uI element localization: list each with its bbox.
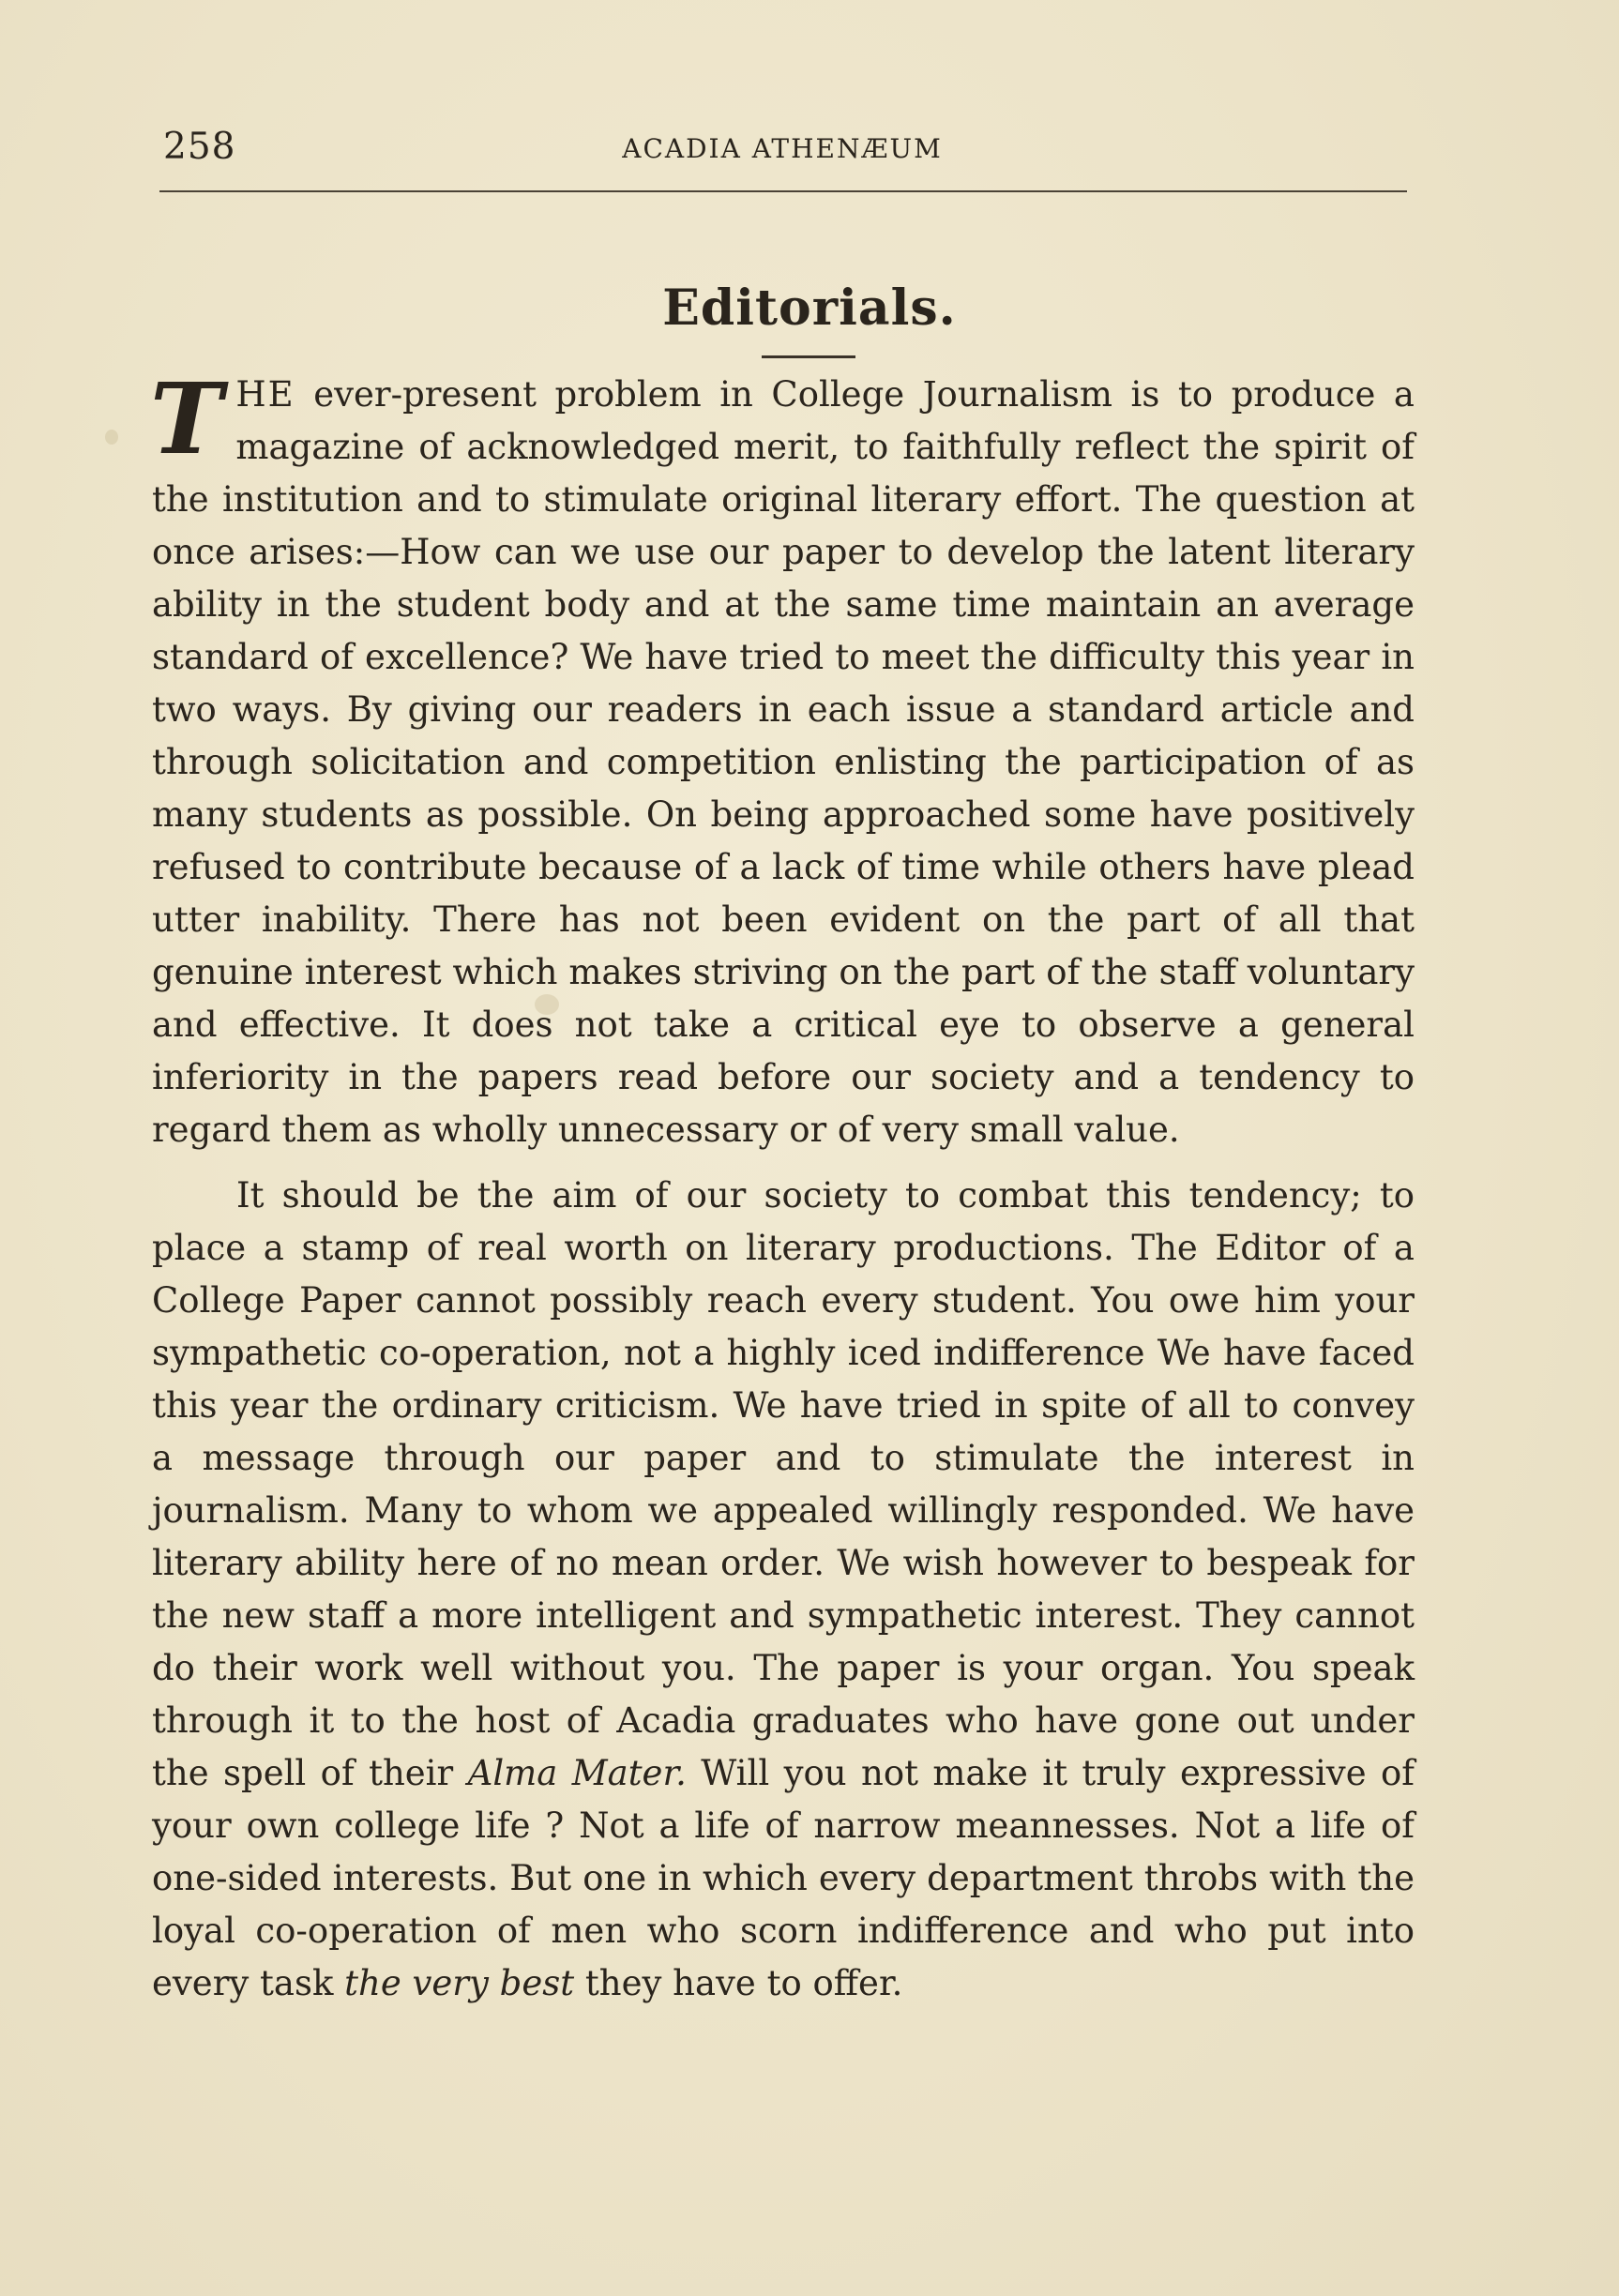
article-body [150, 361, 1415, 2010]
page-header [159, 120, 1405, 176]
paragraph-1 [150, 361, 1415, 1156]
very-best-italic: the very best [344, 1963, 575, 2003]
title-rule [762, 355, 855, 358]
section-title: Editorials. [662, 279, 957, 337]
paragraph-2 [152, 1170, 1415, 2010]
page-number: 258 [163, 126, 236, 168]
paragraph-2-text-b: Will you not make it truly expressive of your own college life ? Not a life of narrow meannesses. Not a life of one-sided interests. But one in which every department throbs with the loyal co-operation of men who scorn indifference and who put into every task [152, 1753, 1415, 2003]
alma-mater-italic: Alma Mater. [467, 1753, 687, 1793]
paragraph-2-text-c: they have to offer. [574, 1963, 903, 2003]
paragraph-2-text-a: It should be the aim of our society to combat this tendency; to place a stamp of real worth on literary productions. The Editor of a College Paper cannot possibly reach every student. You owe him your sympathetic co-operation, not a highly iced indifference We have faced this year the ordinary criticism. We have tried in spite of all to convey a message through our paper and to stimulate the interest in journalism. Many to whom we appealed willingly responded. We have literary ability here of no mean order. We wish however to bespeak for the new staff a more intelligent and sympathetic interest. They cannot do their work well without you. The paper is your organ. You speak through it to the host of Acadia graduates who have gone out under the spell of their [152, 1175, 1415, 1793]
running-head: ACADIA ATHENÆUM [622, 133, 943, 164]
header-rule [159, 190, 1407, 192]
paper-spot [535, 994, 559, 1015]
first-word: HE [235, 374, 295, 415]
drop-cap: T [150, 361, 223, 476]
paragraph-1-text: ever-present problem in College Journalism is to produce a magazine of acknowledged merit, to faithfully reflect the spirit of the institution and to stimulate original literary effort. The question at once arises:—How can we use our paper to develop the latent literary ability in the student body and at the same time maintain an average standard of excellence? We have tried to meet the difficulty this year in two ways. By giving our readers in each issue a standard article and through solicitation and competition enlisting the participation of as many students as possible. On being approached some have positively refused to contribute because of a lack of time while others have plead utter inability. There has not been evident on the part of all that genuine interest which makes striving on the part of the staff voluntary and effective. It does not take a critical eye to observe a general inferiority in the papers read before our society and a tendency to regard them as wholly unnecessary or of very small value. [152, 374, 1415, 1150]
paper-spot [105, 430, 118, 445]
